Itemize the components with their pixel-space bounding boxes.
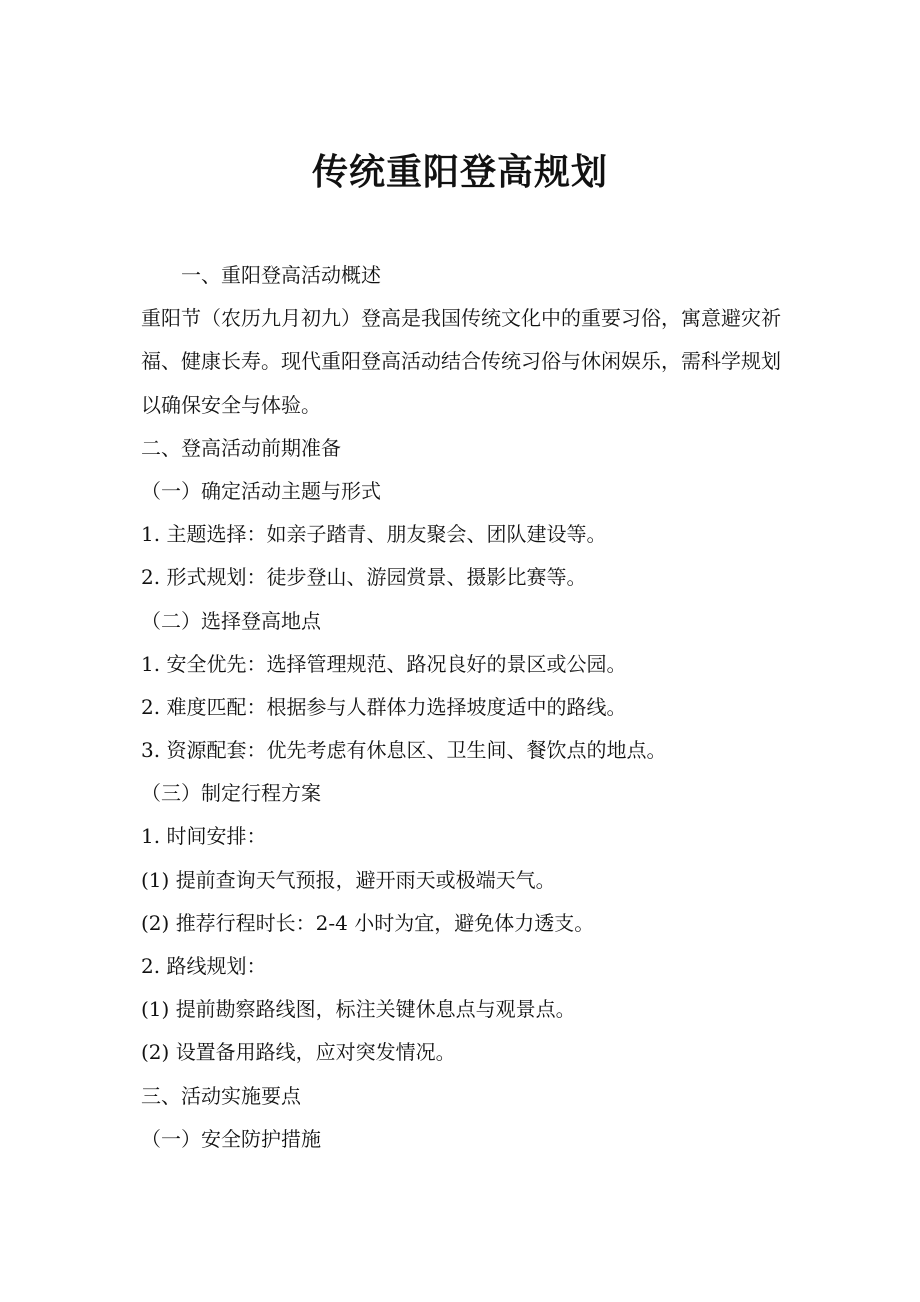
subsection-heading-schedule: （三）制定行程方案 xyxy=(141,781,321,806)
document-body xyxy=(141,254,781,1161)
subsection-heading-safety: （一）安全防护措施 xyxy=(141,1126,321,1151)
list-subitem: (1) 提前查询天气预报，避开雨天或极端天气。 xyxy=(141,867,556,892)
document-title: 传统重阳登高规划 xyxy=(311,152,608,193)
list-item: 1. 安全优先：选择管理规范、路况良好的景区或公园。 xyxy=(141,651,627,676)
list-item: 2. 难度匹配：根据参与人群体力选择坡度适中的路线。 xyxy=(141,694,627,719)
subsection-heading-location: （二）选择登高地点 xyxy=(141,608,321,633)
overview-paragraph: 重阳节（农历九月初九）登高是我国传统文化中的重要习俗，寓意避灾祈福、健康长寿。现代重阳登高活动结合传统习俗与休闲娱乐，需科学规划以确保安全与体验。 xyxy=(141,306,781,417)
section-heading-overview: 一、重阳登高活动概述 xyxy=(181,263,381,287)
section-heading-implementation: 三、活动实施要点 xyxy=(141,1083,301,1108)
list-item: 2. 路线规划： xyxy=(141,954,267,979)
list-subitem: (2) 推荐行程时长：2-4 小时为宜，避免体力透支。 xyxy=(141,910,595,935)
list-subitem: (2) 设置备用路线，应对突发情况。 xyxy=(141,1040,456,1065)
section-heading-preparation: 二、登高活动前期准备 xyxy=(141,435,341,460)
subsection-heading-theme: （一）确定活动主题与形式 xyxy=(141,478,381,503)
list-subitem: (1) 提前勘察路线图，标注关键休息点与观景点。 xyxy=(141,997,576,1022)
list-item: 1. 主题选择：如亲子踏青、朋友聚会、团队建设等。 xyxy=(141,522,607,547)
list-item: 2. 形式规划：徒步登山、游园赏景、摄影比赛等。 xyxy=(141,565,587,590)
list-item: 1. 时间安排： xyxy=(141,824,267,849)
list-item: 3. 资源配套：优先考虑有休息区、卫生间、餐饮点的地点。 xyxy=(141,738,667,763)
